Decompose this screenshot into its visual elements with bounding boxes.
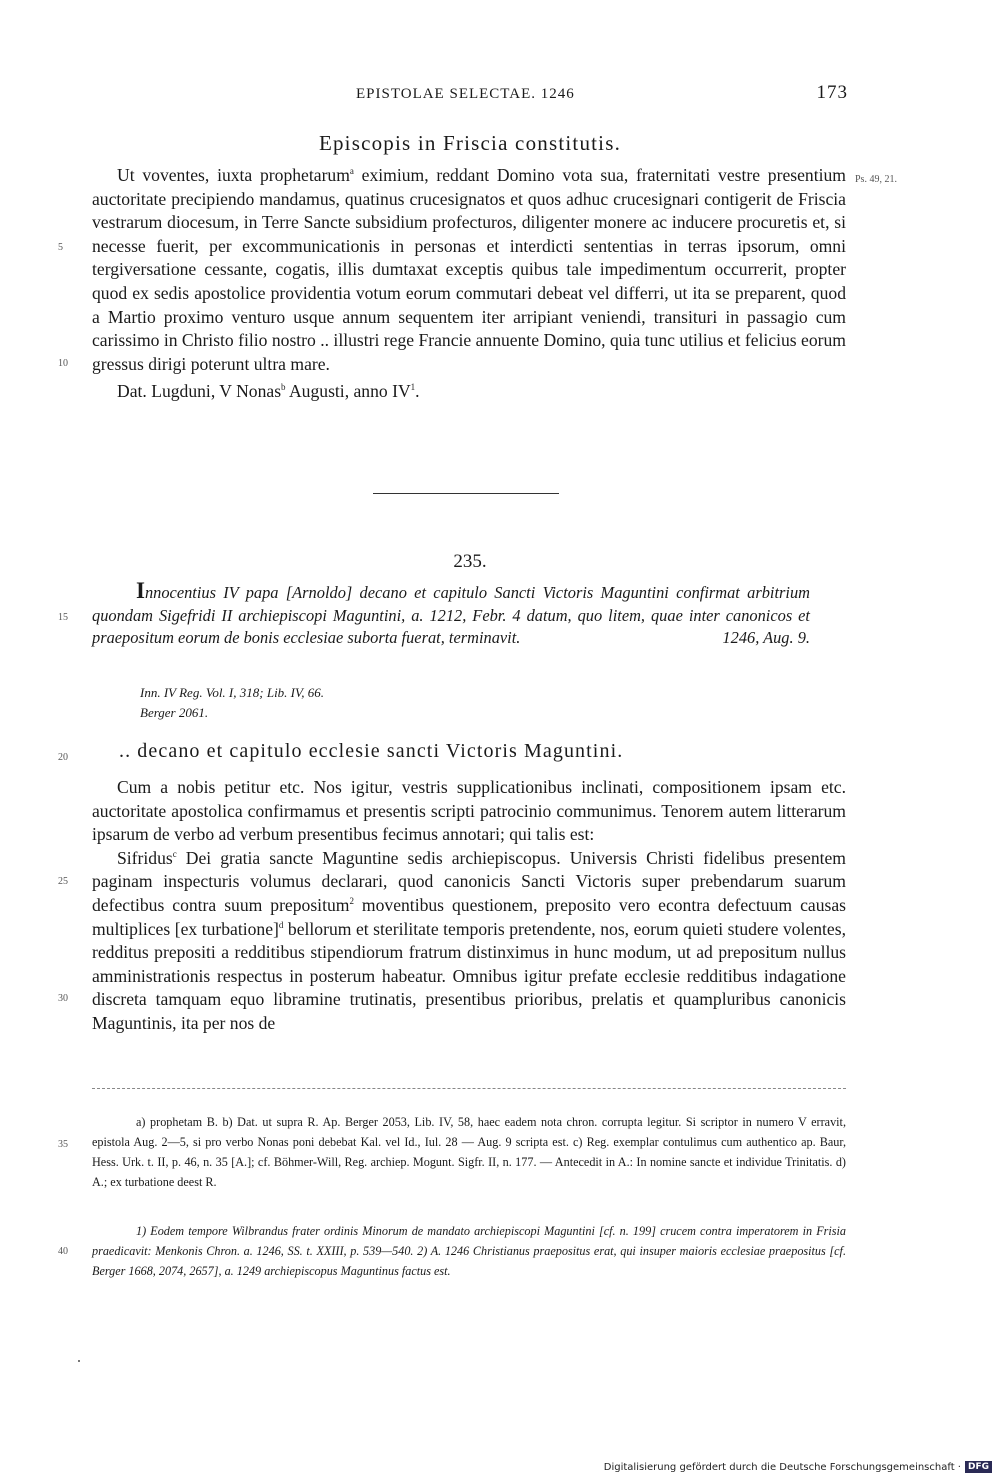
address-title: .. decano et capitulo ecclesie sancti Victoris Maguntini. [119, 740, 624, 762]
critical-apparatus [92, 1112, 846, 1192]
page-header [92, 82, 848, 108]
charter-name: Sifridus [117, 847, 173, 868]
footnotes-letters: a) prophetam B. b) Dat. ut supra R. Ap. Berger 2053, Lib. IV, 58, haec eadem nota chron. corrupta legitur. Si scriptor in numero V erravit, epistola Aug. 2—5, si pro verbo Nonas poni debebat Kal. vel Id., Iul. 28 — Aug. 9 scripta est. c) Reg. exemplar contulimus cum authentico ap. Baur, Hess. Urk. t. II, p. 46, n. 35 [A.]; cf. Böhmer-Will, Reg. archiep. Mogunt. Sigfr. II, n. 177. — Antecedit in A.: In nomine sancte et individue Trinitatis. d) A.; ex turbatione deest R. [92, 1115, 846, 1189]
footnote-mark-2: 2 [349, 896, 354, 907]
regest-initial: I [136, 578, 145, 603]
line-number: 25 [58, 876, 68, 887]
dating-text-year: Augusti, anno IV [285, 381, 411, 402]
regest-date: 1246, Aug. 9. [722, 628, 810, 648]
letter-body [92, 164, 846, 404]
dating-clause [92, 380, 846, 404]
line-number: 20 [58, 752, 68, 763]
regest-text [92, 580, 810, 650]
footnote-mark-a: a [349, 166, 354, 177]
line-number: 15 [58, 612, 68, 623]
regest [92, 580, 810, 650]
line-number: 30 [58, 993, 68, 1004]
document-paragraph-2 [92, 847, 846, 1036]
document-body [92, 776, 846, 1036]
footnote-mark-b: b [281, 382, 286, 393]
footnote-mark-d: d [278, 919, 284, 930]
document-number: 235. [453, 551, 487, 572]
running-title: EPISTOLAE SELECTAE. 1246 [356, 86, 575, 102]
continuation-dashes [92, 1088, 846, 1093]
letter-title: Episcopis in Friscia constitutis. [318, 131, 622, 155]
dfg-logo: DFG [965, 1461, 992, 1473]
footer-text: Digitalisierung gefördert durch die Deutsche Forschungsgemeinschaft · [603, 1461, 961, 1473]
letter-text-start: Ut voventes, iuxta prophetarum [117, 165, 350, 185]
document-paragraph-1: Cum a nobis petitur etc. Nos igitur, vestris supplicationibus inclinati, compositionem ipsam etc. auctoritate apostolica confirmamus et presentis scripti patrocinio communimus. Tenorem autem litterarum ipsarum de verbo ad verbum presentibus fecimus annotari; qui talis est: [92, 777, 846, 845]
digitization-footer [604, 1461, 992, 1473]
line-number: 40 [58, 1246, 68, 1257]
line-number: 10 [58, 358, 68, 369]
charter-text-3: bellorum et sterilitate temporis pretendente, nos, eorum quieti studere volentes, redditus prepositi a redditibus stipendiorum fratrum distinximus in hunc modum, ut ad prepositum nullus amministrationis respectus in posterum habeatur. Omnibus igitur prefate ecclesie redditibus indagatione discreta tamquam equo libramine trutinatis, presentibus prioribus, prelatis et quampluribus canonicis Maguntinis, ita per nos de [92, 918, 846, 1033]
source-reference: Inn. IV Reg. Vol. I, 318; Lib. IV, 66. [140, 685, 325, 700]
page-number: 173 [816, 82, 848, 103]
footnote-mark-c: c [172, 848, 177, 859]
charter-text-1: Dei gratia sancte Maguntine sedis archiepiscopus. Universis Christi fidelibus presentem paginam inspecturis volumus declarari, quod canonicis Sancti Victoris super prebendarum suarum defectibus contra suum prepositum [92, 847, 846, 915]
line-number: 5 [58, 242, 63, 253]
scan-speck [78, 1360, 80, 1362]
marginal-reference: Ps. 49, 21. [855, 174, 897, 185]
footnote-mark-1: 1 [410, 382, 416, 393]
section-divider [373, 493, 559, 494]
footnotes-numbers: 1) Eodem tempore Wilbrandus frater ordinis Minorum de mandato archiepiscopi Maguntini [cf. n. 199] crucem contra imperatorem in Frisia praedicavit: Menkonis Chron. a. 1246, SS. t. XXIII, p. 539—540. 2) A. 1246 Christianus praepositus erat, qui insuper maioris ecclesiae praepositus [cf. Berger 1668, 2074, 2657], a. 1249 archiepiscopus Maguntinus factus est. [92, 1224, 846, 1278]
dating-end: . [415, 381, 420, 402]
source-reference-berger: Berger 2061. [140, 705, 209, 720]
regest-body: nnocentius IV papa [Arnoldo] decano et capitulo Sancti Victoris Maguntini confirmat arbitrium quondam Sigefridi II archiepiscopi Maguntini, a. 1212, Febr. 4 datum, quo litem, quae inter canonicos et praepositum eorum de bonis ecclesiae suborta fuerat, terminavit. [92, 583, 810, 648]
letter-paragraph [92, 164, 846, 376]
charter-text-2: moventibus questionem, preposito vero econtra defectuum causas multiplices [ex turbatione] [92, 894, 846, 939]
dating-text: Dat. Lugduni, V Nonas [117, 381, 282, 402]
historical-notes [92, 1221, 846, 1281]
line-number: 35 [58, 1139, 68, 1150]
letter-text-rest: eximium, reddant Domino vota sua, fraternitati vestre presentium auctoritate precipiendo mandamus, quatinus crucesignatos et quos adhuc crucesignari contigerit de Friscia vestrarum diocesum, in Terre Sancte subsidium profecturos, diligenter monere ac inducere procuretis et, si necesse fuerit, per excommunicationis in personas et interdicti sententias in terras ipsorum, omni tergiversatione cessante, cogatis, illis dumtaxat exceptis quibus tale impedimentum occurrerit, propter quod ex sedis apostolice providentia votum eorum commutari debeat vel differri, ut ita se preparent, quod a Martio proximo venturo usque annum sequentem iter arripiant veniendi, transituri in passagio cum carissimo in Christo filio nostro .. illustri rege Francie annuente Domino, quia tunc utilius et felicius eorum gressus dirigi poterunt ultra mare. [92, 165, 846, 374]
